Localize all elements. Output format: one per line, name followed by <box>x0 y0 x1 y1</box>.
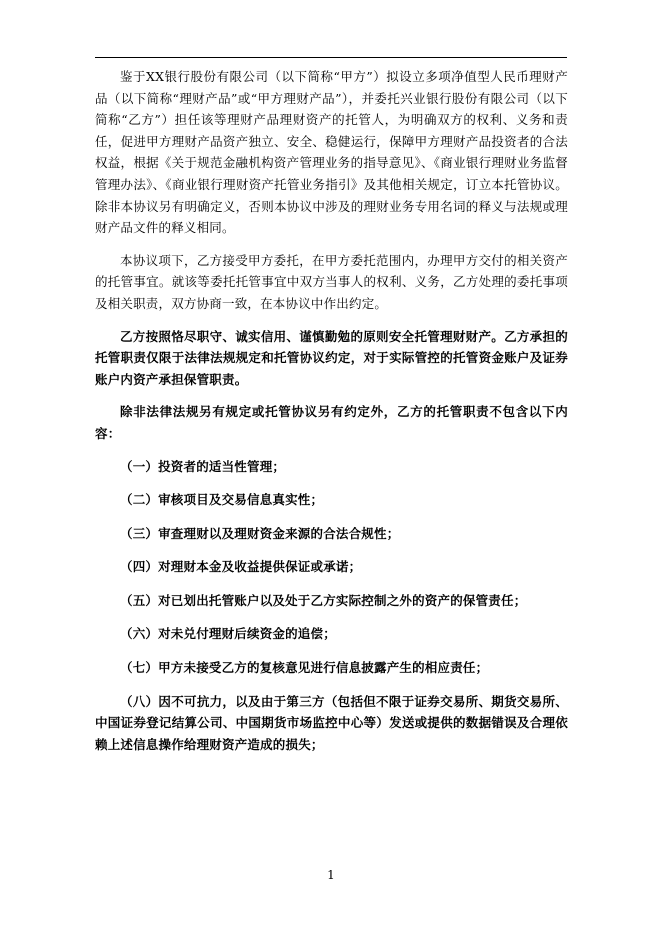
paragraph-exclusions-lead: 除非法律法规另有规定或托管协议另有约定外，乙方的托管职责不包含以下内容： <box>95 404 568 441</box>
paragraph-custodian-duty: 乙方按照恪尽职守、诚实信用、谨慎勤勉的原则安全托管理财财产。乙方承担的托管职责仅限于法律法规规定和托管协议约定，对于实际管控的托管资金账户及证券账户内资产承担保管职责。 <box>95 328 568 387</box>
paragraph-scope: 本协议项下，乙方接受甲方委托，在甲方委托范围内，办理甲方交付的相关资产的托管事宜。就该等委托托管事宜中双方当事人的权利、义务，乙方处理的委托事项及相关职责，双方协商一致，在本协议中作出约定。 <box>95 252 568 311</box>
header-rule <box>95 57 567 58</box>
list-item-5: （五）对已划出托管账户以及处于乙方实际控制之外的资产的保管责任； <box>120 592 527 608</box>
page-number: 1 <box>327 868 335 882</box>
list-item-4: （四）对理财本金及收益提供保证或承诺； <box>120 559 362 575</box>
list-item-1: （一）投资者的适当性管理； <box>120 458 286 474</box>
list-item-7: （七）甲方未接受乙方的复核意见进行信息披露产生的相应责任； <box>120 660 489 676</box>
list-item-2: （二）审核项目及交易信息真实性； <box>120 492 324 508</box>
list-item-8: （八）因不可抗力，以及由于第三方（包括但不限于证券交易所、期货交易所、中国证券登记结算公司、中国期货市场监控中心等）发送或提供的数据错误及合理依赖上述信息操作给理财资产造成的损失； <box>95 693 568 752</box>
document-body <box>95 66 568 767</box>
list-item-3: （三）审查理财以及理财资金来源的合法合规性； <box>120 525 400 541</box>
list-item-6: （六）对未兑付理财后续资金的追偿； <box>120 626 336 642</box>
paragraph-intro: 鉴于XX银行股份有限公司（以下简称“甲方”）拟设立多项净值型人民币理财产品（以下简称“理财产品”或“甲方理财产品”），并委托兴业银行股份有限公司（以下简称“乙方”）担任该等理财产品理财资产的托管人，为明确双方的权利、义务和责任，促进甲方理财产品资产独立、安全、稳健运行，保障甲方理财产品投资者的合法权益，根据《关于规范金融机构资产管理业务的指导意见》、《商业银行理财业务监督管理办法》、《商业银行理财资产托管业务指引》及其他相关规定，订立本托管协议。除非本协议另有明确定义，否则本协议中涉及的理财业务专用名词的释义与法规或理财产品文件的释义相同。 <box>95 69 568 236</box>
